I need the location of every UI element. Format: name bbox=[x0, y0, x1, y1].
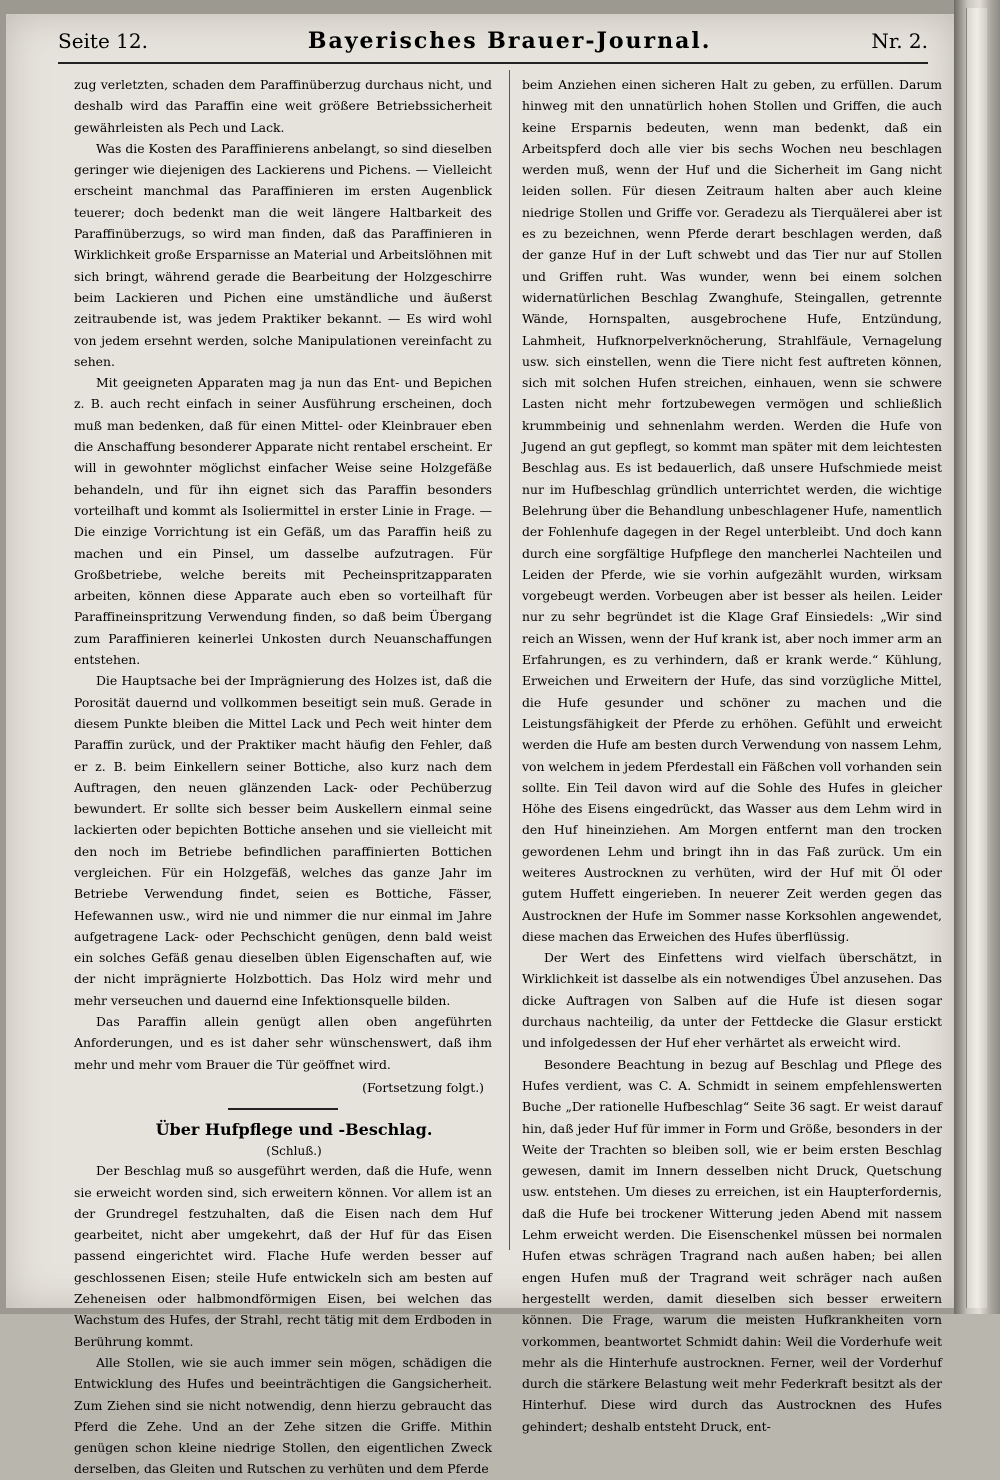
page-edge bbox=[954, 0, 1000, 1314]
article-title: Über Hufpflege und -Beschlag. bbox=[155, 1120, 433, 1140]
right-column bbox=[522, 74, 942, 1437]
issue-number: Nr. 2. bbox=[871, 29, 928, 53]
paragraph: Die Hauptsache bei der Imprägnierung des Holzes ist, daß die Porosität dauernd und vollkommen beseitigt sein muß. Gerade in diesem Punkte bleiben die Mittel Lack und Pech weit hinter dem Paraffin zurück, und der Praktiker macht häufig den Fehler, daß er z. B. beim Einkellern seiner Bottiche, also kurz nach dem Auftragen, den neuen glänzenden Lack- oder Pechüberzug bewundert. Er sollte sich besser beim Auskellern einmal seine lackierten oder bepichten Bottiche ansehen und sie vielleicht mit den noch im Betriebe befindlichen paraffinierten Bottichen vergleichen. Für ein Holzgefäß, welches das ganze Jahr im Betriebe Verwendung findet, seien es Bottiche, Fässer, Hefewannen usw., wird nie und nimmer die nur einmal im Jahre aufgetragene Lack- oder Pechschicht genügen, denn bald weist ein solches Gefäß genau dieselben üblen Eigenschaften auf, wie der nicht imprägnierte Holzbottich. Das Holz wird mehr und mehr verseuchen und dauernd eine Infektionsquelle bilden. bbox=[74, 673, 492, 1008]
paragraph: beim Anziehen einen sicheren Halt zu geben, zu erfüllen. Darum hinweg mit den unnatürlich hohen Stollen und Griffen, die auch keine Ersparnis bedeuten, wenn man bedenkt, daß ein Arbeitspferd doch alle vier bis sechs Wochen neu beschlagen werden muß, wenn der Huf und die Sicherheit im Gang nicht leiden sollen. Für diesen Zeitraum halten aber auch kleine niedrige Stollen und Griffe vor. Geradezu als Tierquälerei aber ist es zu bezeichnen, wenn Pferde derart beschlagen werden, daß der ganze Huf in der Luft schwebt und das Tier nur auf Stollen und Griffen ruht. Was wunder, wenn bei einem solchen widernatürlichen Beschlag Zwanghufe, Steingallen, getrennte Wände, Hornspalten, ausgebrochene Hufe, Entzündung, Lahmheit, Hufknorpelverknöcherung, Strahlfäule, Vernagelung usw. sich einstellen, wenn die Tiere nicht fest auftreten können, sich mit solchen Hufen streichen, einhauen, wenn sie schwere Lasten nicht mehr fortzubewegen vermögen und schließlich krummbeinig und sehnenlahm werden. Werden die Hufe von Jugend an gut gepflegt, so kommt man später mit dem leichtesten Beschlag aus. Es ist bedauerlich, daß unsere Hufschmiede meist nur im Hufbeschlag gründlich unterrichtet werden, die wichtige Belehrung über die Behandlung unbeschlagener Hufe, namentlich der Fohlenhufe dagegen in der Regel unterbleibt. Und doch kann durch eine sorgfältige Hufpflege den mancherlei Nachteilen und Leiden der Pferde, wie sie vorhin aufgezählt wurden, wirksam vorgebeugt werden. Vorbeugen aber ist besser als heilen. Leider nur zu sehr begründet ist die Klage Graf Einsiedels: „Wir sind reich an Wissen, wenn der Huf krank ist, aber noch immer arm an Erfahrungen, es zu verhindern, daß er krank werde.“ Kühlung, Erweichen und Erweitern der Hufe, das sind vorzügliche Mittel, die Hufe gesunder und schöner zu machen und die Leistungsfähigkeit der Pferde zu erhöhen. Gefühlt und erweicht werden die Hufe am besten durch Verwendung von nassem Lehm, von welchem in jedem Pferdestall ein Fäßchen voll vorhanden sein sollte. Ein Teil davon wird auf die Sohle des Hufes in gleicher Höhe des Eisens eingedrückt, das Wasser aus dem Lehm wird in den Huf hineinziehen. Am Morgen entfernt man den trocken gewordenen Lehm und bringt ihn in das Faß zurück. Um ein weiteres Austrocknen zu verhüten, wird der Huf mit Öl oder gutem Huffett eingerieben. In neuerer Zeit werden gegen das Austrocknen der Hufe im Sommer nasse Korksohlen angewendet, diese machen das Erweichen des Hufes überflüssig. bbox=[522, 77, 942, 944]
paragraph: Der Beschlag muß so ausgeführt werden, daß die Hufe, wenn sie erweicht worden sind, sich erweitern können. Vor allem ist an der Grundregel festzuhalten, daß die Eisen nach dem Huf gearbeitet, nicht aber umgekehrt, daß der Huf für das Eisen passend eingerichtet wird. Flache Hufe werden besser auf geschlossenen Eisen; steile Hufe entwickeln sich am besten auf Zeheneisen oder halbmondförmigen Eisen, bei welchen das Wachstum des Hufes, der Strahl, recht tätig mit dem Erdboden in Berührung kommt. bbox=[74, 1163, 492, 1349]
paragraph: Alle Stollen, wie sie auch immer sein mögen, schädigen die Entwicklung des Hufes und beeinträchtigen die Gangsicherheit. Zum Ziehen sind sie nicht notwendig, denn hierzu gebraucht das Pferd die Zehe. Und an der Zehe sitzen die Griffe. Mithin genügen schon kleine niedrige Stollen, den eigentlichen Zweck derselben, das Gleiten und Rutschen zu verhüten und dem Pferde bbox=[74, 1354, 492, 1477]
article-subtitle: (Schluß.) bbox=[266, 1144, 322, 1159]
page-header bbox=[58, 28, 928, 64]
paragraph: Besondere Beachtung in bezug auf Beschlag und Pflege des Hufes verdient, was C. A. Schmidt in seinem empfehlenswerten Buche „Der rationelle Hufbeschlag“ Seite 36 sagt. Er weist darauf hin, daß jeder Huf für immer in Form und Größe, besonders in der Weite der Trachten so bleiben soll, wie er beim ersten Beschlag gewesen, damit im Innern desselben nicht Druck, Quetschung usw. entstehen. Um dieses zu erreichen, ist ein Haupterfordernis, daß die Hufe bei trockener Witterung jeden Abend mit nassem Lehm erweicht werden. Die Eisenschenkel müssen bei normalen Hufen etwas schrägen Tragrand nach außen haben; bei allen engen Hufen muß der Tragrand weit schräger nach außen hergestellt werden, damit dieselben sich besser erweitern können. Die Frage, warum die meisten Hufkrankheiten vorn vorkommen, beantwortet Schmidt dahin: Weil die Vorderhufe weit mehr als die Hinterhufe austrocknen. Ferner, weil der Vorderhuf durch die stärkere Belastung weit mehr Federkraft besitzt als der Hinterhuf. Diese wird durch das Austrocknen des Hufes gehindert; deshalb entsteht Druck, ent- bbox=[522, 1056, 942, 1434]
column-divider bbox=[509, 70, 510, 1250]
left-column bbox=[74, 74, 492, 1480]
section-rule bbox=[228, 1108, 338, 1110]
paragraph: Das Paraffin allein genügt allen oben angeführten Anforderungen, und es ist daher sehr wünschenswert, daß ihm mehr und mehr vom Brauer die Tür geöffnet wird. bbox=[74, 1014, 492, 1072]
paragraph: Was die Kosten des Paraffinierens anbelangt, so sind dieselben geringer wie diejenigen des Lackierens und Pichens. — Vielleicht erscheint manchmal das Paraffinieren im ersten Augenblick teuerer; doch bedenkt man die weit längere Haltbarkeit des Paraffinüberzugs, so wird man finden, daß das Paraffinieren in Wirklichkeit große Ersparnisse an Material und Arbeitslöhnen mit sich bringt, während gerade die Bearbeitung der Holzgeschirre beim Lackieren und Pichen eine umständliche und äußerst zeitraubende ist, was jedem Praktiker bekannt. — Es wird wohl von jedem ersehnt werden, solche Manipulationen vereinfacht zu sehen. bbox=[74, 140, 492, 369]
page-number: Seite 12. bbox=[58, 29, 148, 53]
continued-note: (Fortsetzung folgt.) bbox=[362, 1079, 484, 1095]
binding-strip bbox=[966, 8, 987, 1308]
journal-title: Bayerisches Brauer-Journal. bbox=[307, 28, 712, 54]
paragraph: Der Wert des Einfettens wird vielfach überschätzt, in Wirklichkeit ist dasselbe als ein notwendiges Übel anzusehen. Das dicke Auftragen von Salben auf die Hufe ist diesen sogar durchaus nachteilig, da unter der Fettdecke die Glasur erstickt und infolgedessen der Huf eher verhärtet als erweicht wird. bbox=[522, 950, 942, 1051]
paragraph: zug verletzten, schaden dem Paraffinüberzug durchaus nicht, und deshalb wird das Paraffin eine weit größere Betriebssicherheit gewährleisten als Pech und Lack. bbox=[74, 77, 492, 135]
paragraph: Mit geeigneten Apparaten mag ja nun das Ent- und Bepichen z. B. auch recht einfach in seiner Ausführung erscheinen, doch muß man bedenken, daß für einen Mittel- oder Kleinbrauer eben die Anschaffung besonderer Apparate nicht rentabel erscheint. Er will in gewohnter möglichst einfacher Weise seine Holzgefäße behandeln, und für ihn eignet sich das Paraffin besonders vorteilhaft und kommt als Isoliermittel in erster Linie in Frage. — Die einzige Vorrichtung ist ein Gefäß, um das Paraffin heiß zu machen und ein Pinsel, um dasselbe aufzutragen. Für Großbetriebe, welche bereits mit Pecheinspritzapparaten arbeiten, können diese Apparate auch eben so vorteilhaft für Paraffineinspritzung Verwendung finden, so daß beim Übergang zum Paraffinieren keinerlei Unkosten durch Neuanschaffungen entstehen. bbox=[74, 375, 492, 668]
